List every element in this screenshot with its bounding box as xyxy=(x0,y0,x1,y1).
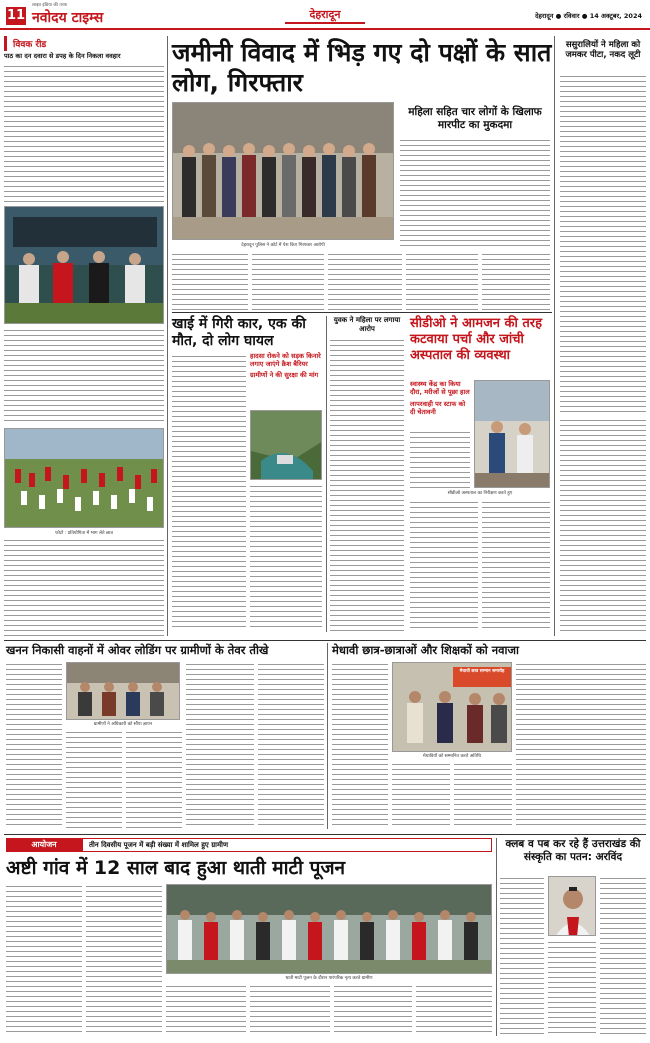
left-photo-caption: फोटो : प्रतियोगिता में भाग लेते छात्र xyxy=(55,531,113,536)
mining-body-1 xyxy=(6,662,62,828)
paper-logo: नवोदय टाइम्स xyxy=(32,10,104,26)
lead-subhead xyxy=(400,106,550,132)
left-photo-field xyxy=(4,428,164,528)
left-photo-players xyxy=(4,206,164,324)
festival-headline: अष्टी गांव में 12 साल बाद हुआ थाती माटी पूजन xyxy=(6,857,346,879)
talent-body-4 xyxy=(516,662,646,828)
cdo-body-3 xyxy=(482,500,550,632)
talent-body-2 xyxy=(392,762,450,828)
left-story-body xyxy=(4,64,164,204)
festival-photo-caption: थाती माटी पूजन के दौरान पारंपरिक नृत्य करते ग्रामीण xyxy=(285,976,373,981)
festival-body-6 xyxy=(416,984,492,1034)
lead-body-col4 xyxy=(406,252,478,310)
lead-subhead-text: महिला सहित चार लोगों के खिलाफ मारपीट का मुकदमा xyxy=(408,106,542,131)
lead-photo xyxy=(172,102,394,240)
lead-body-col1 xyxy=(172,252,248,310)
left-story-head: पाठ का दन दवारा से डपह के दिन निकला ववहार xyxy=(4,52,121,60)
accident-bullet-2: ग्रामीणों ने की सुरक्षा की मांग xyxy=(250,371,319,379)
cdo-bullet-2: लापरवाही पर स्टाफ को दी चेतावनी xyxy=(410,400,466,416)
city-banner: देहरादून xyxy=(285,6,365,24)
lead-body-col5 xyxy=(482,252,550,310)
talent-photo xyxy=(392,662,512,752)
festival-photo xyxy=(166,884,492,974)
mining-body-5 xyxy=(258,662,324,828)
festival-kicker-sub: तीन दिवसीय पूजन में बड़ी संख्या में शामिल हुए ग्रामीण xyxy=(82,838,492,852)
section-label: विवक रीड xyxy=(4,36,52,51)
talent-banner-text: मेधावी छात्र सम्मान समारोह xyxy=(459,669,505,674)
left-column xyxy=(4,36,164,636)
mining-headline: खनन निकासी वाहनों में ओवर लोडिंग पर ग्रामीणों के तेवर तीखे xyxy=(6,643,269,657)
festival-body-2 xyxy=(86,884,162,1034)
arvind-headline: क्लब व पब कर रहे हैं उत्तराखंड की संस्कृति का पतन: अरविंद xyxy=(505,838,641,863)
festival-body-3 xyxy=(166,984,246,1034)
accident-bullets xyxy=(250,352,322,379)
talent-body-1 xyxy=(332,662,388,828)
left-story-body-2 xyxy=(4,328,164,424)
arvind-body-2 xyxy=(600,876,646,1034)
tagline: लाइव इंडिया की तरफ xyxy=(32,3,68,8)
festival-body-1 xyxy=(6,884,82,1034)
date-line: देहरादून ● रविवार ● 14 अक्टूबर, 2024 xyxy=(535,12,642,20)
mining-photo-caption: ग्रामीणों ने अधिकारी को सौंपा ज्ञापन xyxy=(93,722,153,727)
cdo-photo xyxy=(474,380,550,488)
cdo-photo-caption: सीडीओ अस्पताल का निरीक्षण करते हुए xyxy=(447,491,513,496)
accident-bullet-1: हादसा रोकने को सड़क किनारे लगाए जाएंगे क्रैश बैरियर xyxy=(250,352,321,368)
right-story-body-2 xyxy=(560,418,646,632)
cdo-body-2 xyxy=(410,500,478,632)
talent-headline: मेधावी छात्र-छात्राओं और शिक्षकों को नवाजा xyxy=(332,643,519,657)
arvind-photo xyxy=(548,876,596,936)
lead-photo-caption: देहरादून पुलिस ने कोर्ट में पेश किए गिरफ्तार आरोपी xyxy=(241,243,325,248)
arvind-body-3 xyxy=(548,940,596,1034)
cdo-bullet-1: स्वास्थ्य केंद्र का किया दौरा, मरीजों से पूछा हाल xyxy=(410,380,470,396)
lead-body-col2 xyxy=(252,252,324,310)
left-story-body-3 xyxy=(4,538,164,636)
masthead xyxy=(0,0,650,30)
cdo-headline: सीडीओ ने आमजन की तरह कटवाया पर्चा और जांची अस्पताल की व्यवस्था xyxy=(410,316,542,363)
lead-body-right xyxy=(400,138,550,246)
cdo-body-1 xyxy=(410,430,470,488)
accident-headline: खाई में गिरी कार, एक की मौत, दो लोग घायल xyxy=(172,316,306,349)
right-story-body xyxy=(560,74,646,414)
cdo-bullets xyxy=(410,380,470,416)
arvind-body-1 xyxy=(500,876,544,1034)
woman-story-body xyxy=(330,338,404,632)
right-story-head: ससुरालियों ने महिला को जमकर पीटा, नकद लूटी xyxy=(565,40,641,60)
festival-body-4 xyxy=(250,984,330,1034)
page-number: 11 xyxy=(6,8,26,23)
accident-body-2 xyxy=(250,484,322,630)
festival-body-5 xyxy=(334,984,412,1034)
talent-photo-caption: मेधावियों को सम्मानित करते अतिथि xyxy=(423,754,481,759)
mining-body-3 xyxy=(126,730,182,828)
woman-story-head: युवक ने महिला पर लगाया आरोप xyxy=(333,316,401,333)
accident-photo xyxy=(250,410,322,480)
accident-body-1 xyxy=(172,354,246,630)
talent-body-3 xyxy=(454,762,512,828)
festival-kicker: आयोजन xyxy=(6,838,82,852)
mining-photo xyxy=(66,662,180,720)
lead-body-col3 xyxy=(328,252,402,310)
lead-headline: जमीनी विवाद में भिड़ गए दो पक्षों के सात लोग, गिरफ्तार xyxy=(172,38,552,97)
mining-body-2 xyxy=(66,730,122,828)
mining-body-4 xyxy=(186,662,254,828)
